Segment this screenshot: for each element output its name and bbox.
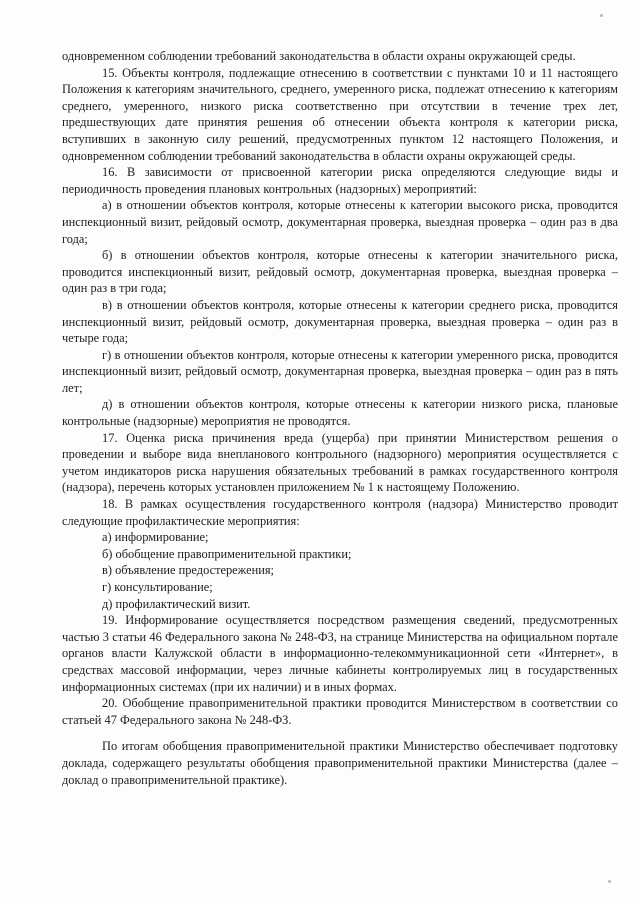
paragraph-18-a: а) информирование; — [102, 530, 209, 545]
paragraph-20: 20. Обобщение правоприменительной практики проводится Министерством в соответствии со статьей 47 Федерального закона № 248-ФЗ. — [62, 696, 618, 727]
scan-speck — [608, 880, 611, 883]
paragraph-16-d: д) в отношении объектов контроля, которые отнесены к категории низкого риска, плановые контрольные (надзорные) мероприятия не проводятся. — [62, 397, 618, 429]
scan-speck — [600, 14, 603, 17]
paragraph-18-b: б) обобщение правоприменительной практики; — [102, 546, 352, 561]
paragraph-16-b: б) в отношении объектов контроля, которые отнесены к категории значительного риска, проводится инспекционный визит, рейдовый осмотр, документарная проверка, выездная проверка – один раз в три года; — [62, 248, 618, 296]
paragraph-19: 19. Информирование осуществляется посредством размещения сведений, предусмотренных частью 3 статьи 46 Федерального закона № 248-ФЗ, на странице Министерства на официальном портале органов власти Калужской области в информационно-телекоммуникационной сети «Интернет», в средствах массовой информации, через личные кабинеты контролируемых лиц в государственных информационных системах (при их наличии) и в иных формах. — [62, 613, 618, 694]
paragraph-20-report: По итогам обобщения правоприменительной практики Министерство обеспечивает подготовку доклада, содержащего результаты обобщения правоприменительной практики Министерства (далее – доклад о правоприменительной практике). — [62, 739, 618, 787]
paragraph-16-a: а) в отношении объектов контроля, которые отнесены к категории высокого риска, проводится инспекционный визит, рейдовый осмотр, документарная проверка, выездная проверка – один раз в два года; — [62, 198, 618, 246]
paragraph-17: 17. Оценка риска причинения вреда (ущерба) при принятии Министерством решения о проведении и выборе вида внепланового контрольного (надзорного) мероприятия осуществляется с учетом индикаторов риска нарушения обязательных требований в рамках государственного контроля (надзора), перечень которых установлен приложением № 1 к настоящему Положению. — [62, 430, 618, 495]
paragraph-16-v: в) в отношении объектов контроля, которые отнесены к категории среднего риска, проводится инспекционный визит, рейдовый осмотр, документарная проверка, выездная проверка – один раз в четыре года; — [62, 297, 618, 346]
paragraph-18-v: в) объявление предостережения; — [102, 563, 274, 578]
paragraph-16-g: г) в отношении объектов контроля, которые отнесены к категории умеренного риска, проводится инспекционный визит, рейдовый осмотр, документарная проверка, выездная проверка – один раз в пять лет; — [62, 347, 618, 395]
paragraph-18-g: г) консультирование; — [102, 580, 213, 594]
paragraph-16: 16. В зависимости от присвоенной категории риска определяются следующие виды и периодичность проведения плановых контрольных (надзорных) мероприятий: — [62, 165, 618, 196]
paragraph-14-end: одновременном соблюдении требований законодательства в области охраны окружающей среды. — [62, 49, 576, 63]
paragraph-15: 15. Объекты контроля, подлежащие отнесению в соответствии с пунктами 10 и 11 настоящего Положения к категориям значительного, среднего, умеренного риска, подлежат отнесению к категориям среднего, умеренного, низкого риска соответственно при отсутствии в течение трех лет, предшествующих дате принятия решения об отнесении объекта контроля к категории риска, вступивших в законную силу решений, предусмотренных пунктом 12 настоящего Положения, и одновременном соблюдении требований законодательства в области охраны окружающей среды. — [62, 65, 618, 163]
paragraph-18: 18. В рамках осуществления государственного контроля (надзора) Министерство проводит следующие профилактические мероприятия: — [62, 497, 618, 528]
paragraph-18-d: д) профилактический визит. — [102, 596, 251, 611]
